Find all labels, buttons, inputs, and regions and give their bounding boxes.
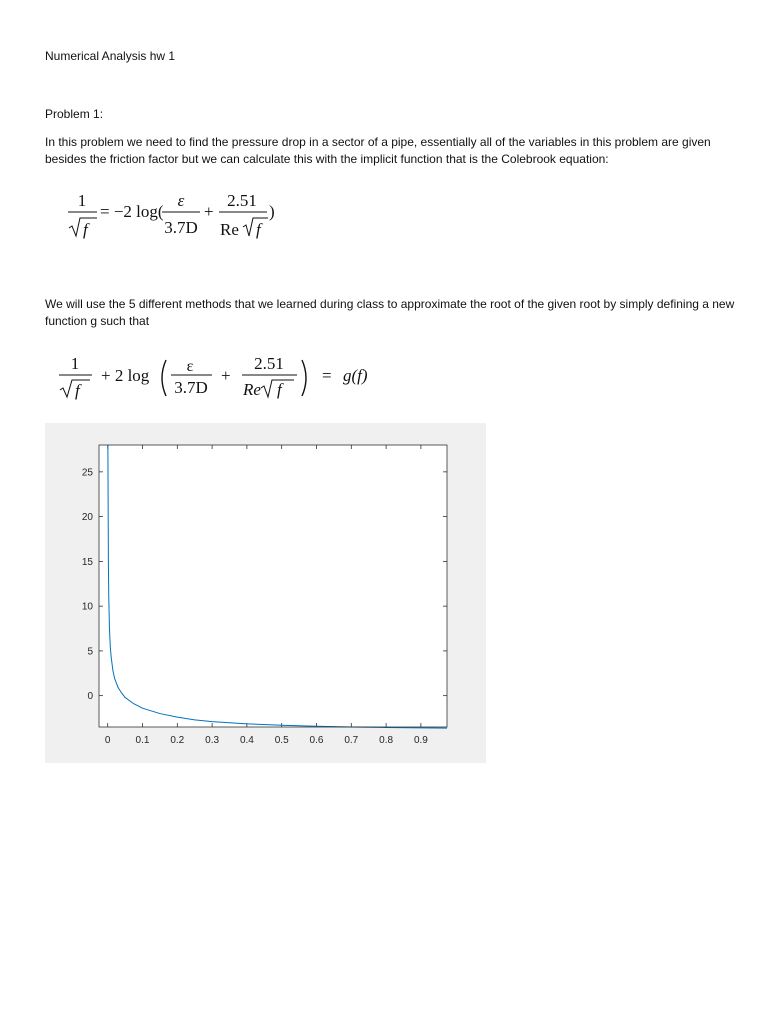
colebrook-frac2-numerator: 2.51 (227, 191, 257, 210)
colebrook-re: Re (220, 220, 239, 239)
colebrook-lhs-denominator: f (83, 220, 88, 239)
x-tick-label: 0.2 (170, 735, 185, 746)
problem-description: In this problem we need to find the pressure drop in a sector of a pipe, essentially all of the variables in this problem are given besides the friction factor but we can calculate this with the implicit function that is the Colebrook equation: (45, 135, 711, 166)
colebrook-close-paren: ) (269, 202, 275, 221)
x-tick-label: 0.7 (344, 735, 359, 746)
y-tick-label: 10 (81, 601, 93, 613)
g-frac2-numerator: 2.51 (254, 354, 284, 373)
x-tick-label: 0.4 (239, 735, 254, 746)
y-tick-label: 0 (87, 691, 93, 703)
g-epsilon: ε (186, 358, 194, 375)
g-open-paren (162, 360, 166, 396)
g-plus-log: + 2 log (101, 366, 150, 385)
chart-figure (45, 423, 486, 763)
g-rhs: g(f) (343, 366, 368, 385)
g-lhs-numerator: 1 (70, 354, 80, 373)
problem-heading: Problem 1: (45, 107, 104, 121)
colebrook-plus: + (204, 202, 214, 221)
g-frac2-f: f (277, 380, 282, 399)
x-tick-label: 0.6 (309, 735, 324, 746)
g-plus: + (221, 366, 231, 385)
x-tick-label: 0.8 (379, 735, 394, 746)
colebrook-lhs-numerator: 1 (77, 191, 87, 210)
colebrook-equation (64, 188, 294, 248)
y-tick-label: 5 (87, 646, 93, 658)
method-description: We will use the 5 different methods that we learned during class to approximate the root of the given root by simply defining a new function g such that (45, 297, 735, 328)
y-tick-label: 15 (81, 556, 93, 568)
g-frac1-denominator: 3.7D (174, 378, 208, 397)
colebrook-frac1-denominator: 3.7D (164, 218, 198, 237)
g-equals: = (322, 366, 332, 385)
document-title: Numerical Analysis hw 1 (45, 49, 176, 63)
colebrook-equals-term: = −2 log( (100, 202, 164, 221)
x-tick-label: 0.9 (413, 735, 428, 746)
x-tick-label: 0.5 (274, 735, 289, 746)
x-tick-label: 0.3 (205, 735, 220, 746)
y-tick-label: 25 (81, 467, 93, 479)
g-re: Re (243, 380, 261, 399)
colebrook-frac2-f: f (256, 220, 261, 239)
g-close-paren (302, 360, 306, 396)
g-function-equation (54, 350, 394, 406)
g-function-plot (45, 423, 486, 763)
x-tick-label: 0.1 (135, 735, 150, 746)
x-tick-label: 0 (104, 735, 111, 746)
g-lhs-denominator: f (75, 381, 80, 400)
colebrook-epsilon: ε (177, 191, 185, 210)
plot-area (99, 445, 447, 727)
y-tick-label: 20 (81, 512, 93, 524)
